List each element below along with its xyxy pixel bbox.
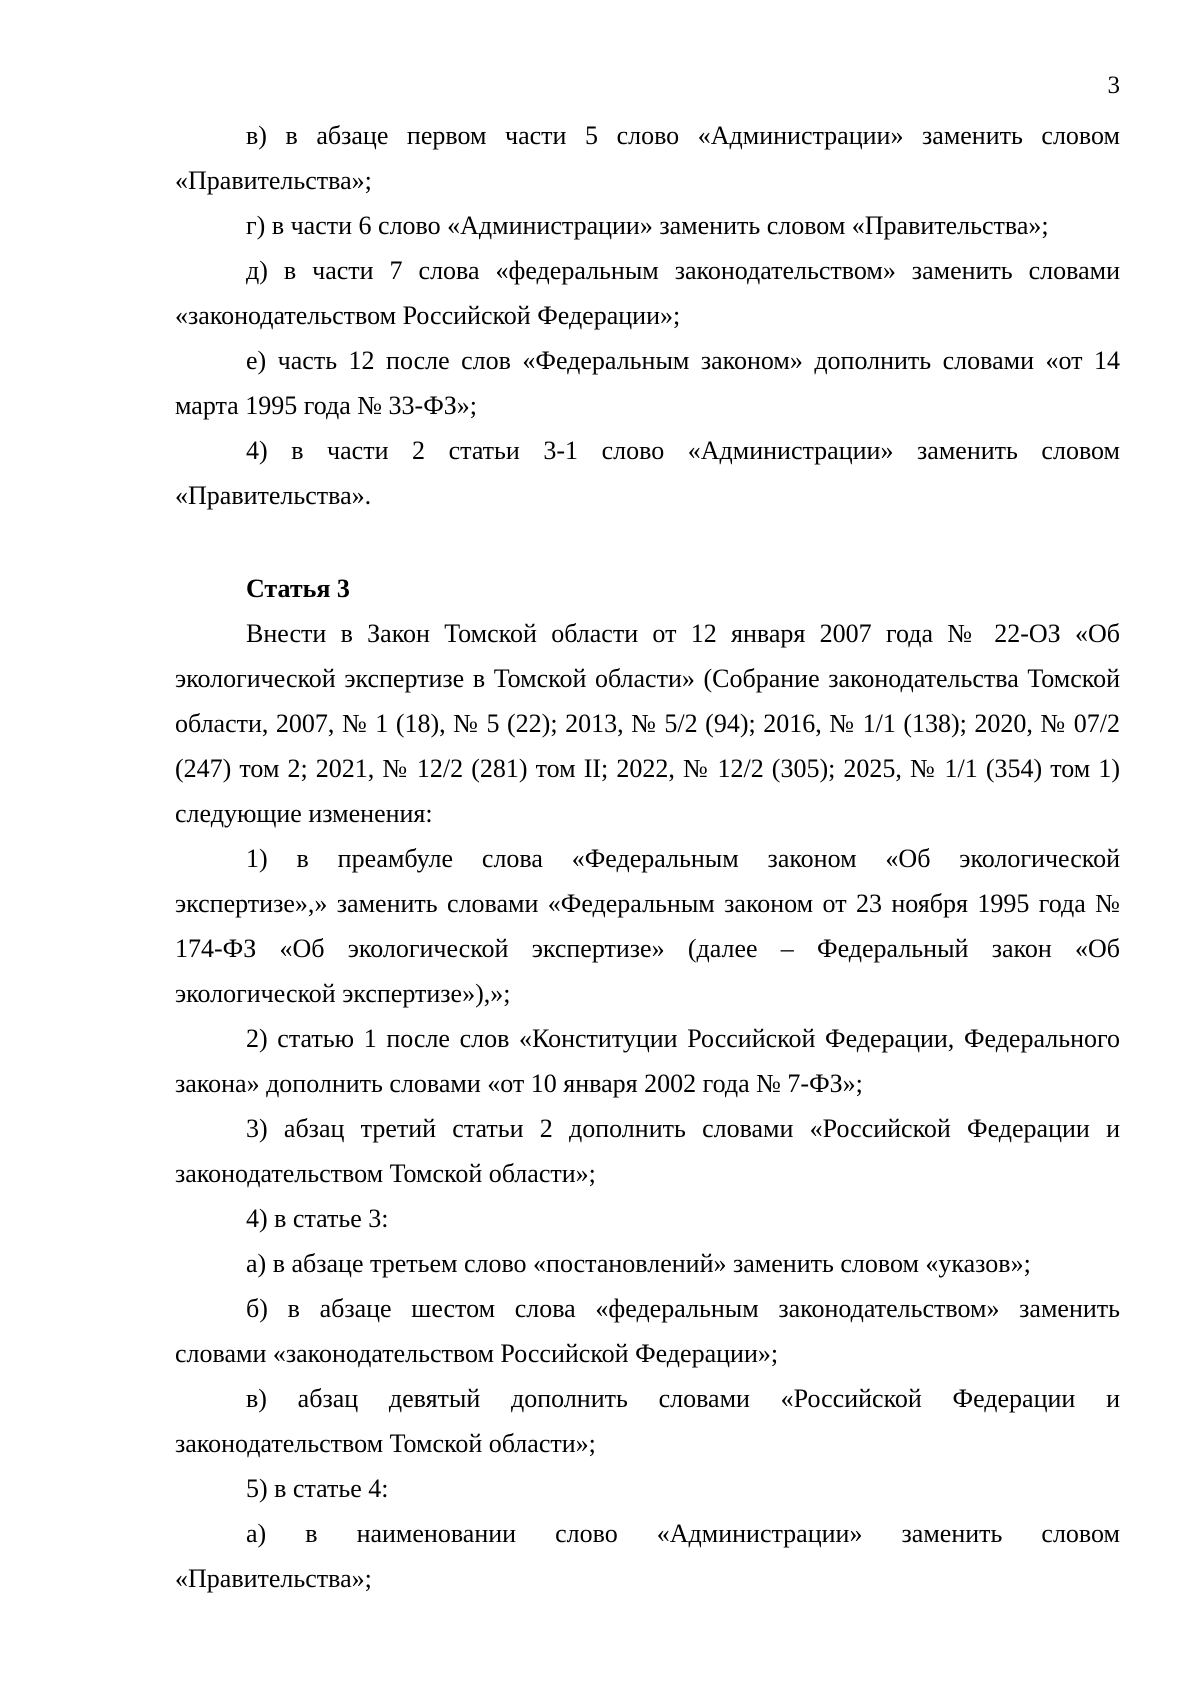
amendment-paragraph: 4) в части 2 статьи 3-1 слово «Администрации» заменить словом «Правительства». (175, 436, 1120, 510)
section-spacer (175, 518, 1120, 566)
document-body (175, 113, 1120, 1601)
amendment-paragraph: а) в наименовании слово «Администрации» заменить словом «Правительства»; (175, 1519, 1120, 1593)
amendment-paragraph: 2) статью 1 после слов «Конституции Российской Федерации, Федерального закона» дополнить словами «от 10 января 2002 года № 7-ФЗ»; (175, 1024, 1120, 1098)
amendment-paragraph: в) в абзаце первом части 5 слово «Администрации» заменить словом «Правительства»; (175, 121, 1120, 195)
amendment-paragraph: 5) в статье 4: (246, 1474, 389, 1503)
amendment-paragraph: в) абзац девятый дополнить словами «Российской Федерации и законодательством Томской области»; (175, 1384, 1120, 1458)
amendment-paragraph: а) в абзаце третьем слово «постановлений» заменить словом «указов»; (246, 1249, 1031, 1278)
article-intro-paragraph: Внести в Закон Томской области от 12 января 2007 года № 22-ОЗ «Об экологической экспертизе в Томской области» (Собрание законодательства Томской области, 2007, № 1 (18), № 5 (22); 2013, № 5/2 (94); 2016, № 1/1 (138); 2020, № 07/2 (247) том 2; 2021, № 12/2 (281) том II; 2022, № 12/2 (305); 2025, № 1/1 (354) том 1) следующие изменения: (175, 619, 1120, 828)
amendment-paragraph: б) в абзаце шестом слова «федеральным законодательством» заменить словами «законодательством Российской Федерации»; (175, 1294, 1120, 1368)
amendment-paragraph: 1) в преамбуле слова «Федеральным законом «Об экологической экспертизе»,» заменить словами «Федеральным законом от 23 ноября 1995 года № 174-ФЗ «Об экологической экспертизе» (далее – Федеральный закон «Об экологической экспертизе»),»; (175, 844, 1120, 1008)
amendment-paragraph: 3) абзац третий статьи 2 дополнить словами «Российской Федерации и законодательством Томской области»; (175, 1114, 1120, 1188)
page-number: 3 (1107, 72, 1120, 99)
amendment-paragraph: г) в части 6 слово «Администрации» заменить словом «Правительства»; (246, 211, 1049, 240)
amendment-paragraph: 4) в статье 3: (246, 1204, 389, 1233)
amendment-paragraph: е) часть 12 после слов «Федеральным законом» дополнить словами «от 14 марта 1995 года № 33-ФЗ»; (175, 346, 1120, 420)
article-heading: Статья 3 (246, 574, 350, 603)
amendment-paragraph: д) в части 7 слова «федеральным законодательством» заменить словами «законодательством Российской Федерации»; (175, 256, 1120, 330)
